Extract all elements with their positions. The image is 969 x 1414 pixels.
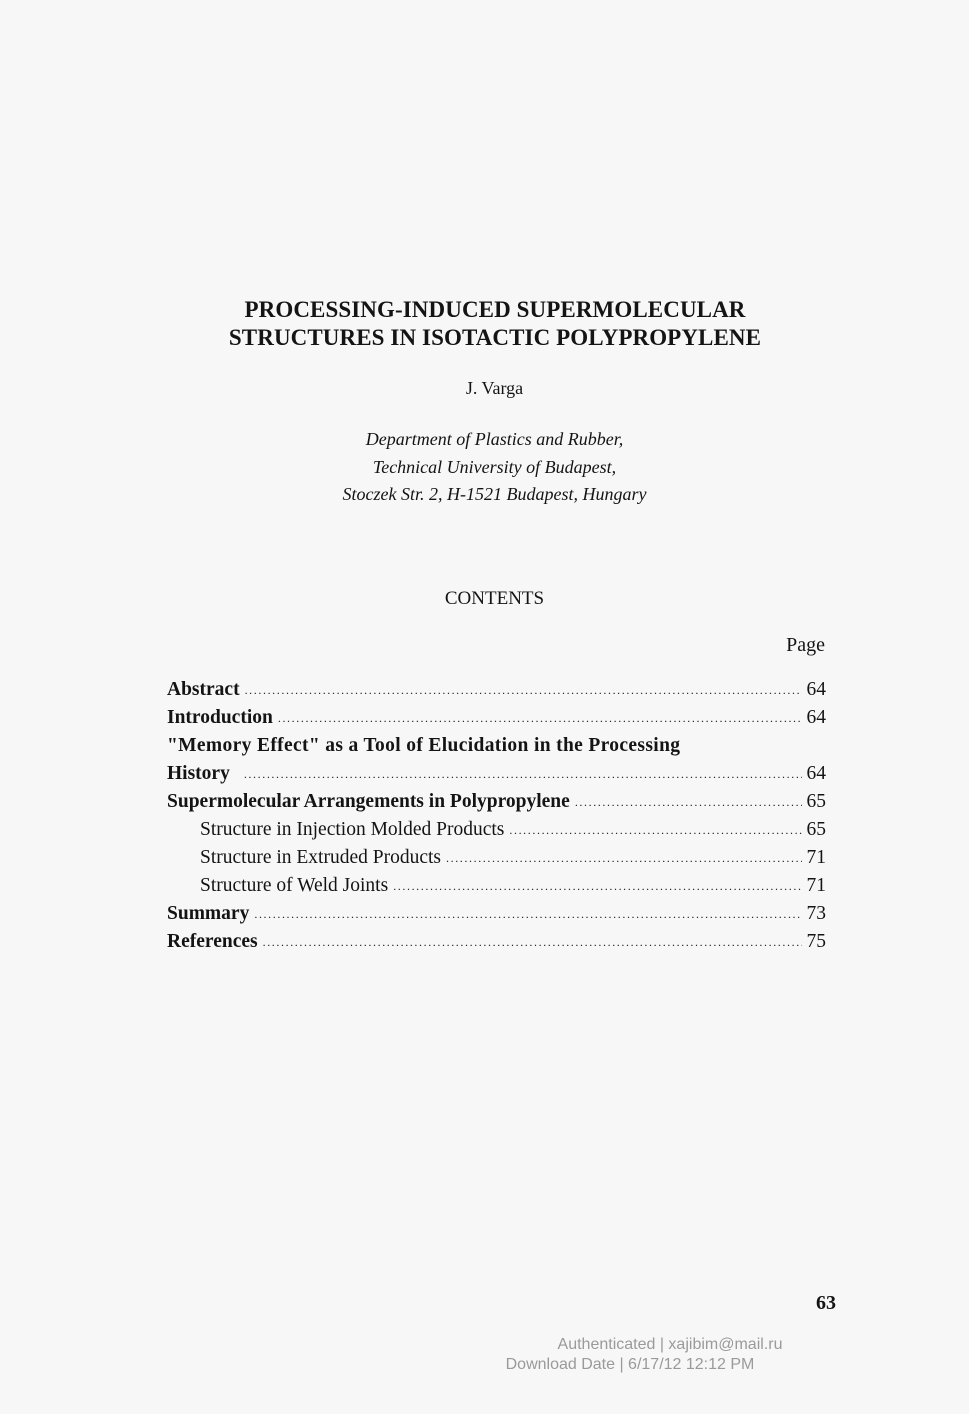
table-of-contents xyxy=(167,676,826,956)
toc-leader-dots xyxy=(393,872,801,900)
toc-entry-page: 64 xyxy=(806,763,826,784)
toc-entry-page: 64 xyxy=(806,679,826,700)
toc-leader-dots xyxy=(254,900,801,928)
contents-heading: CONTENTS xyxy=(444,588,545,609)
toc-entry-page: 73 xyxy=(806,903,826,924)
toc-entry-page: 71 xyxy=(806,875,826,896)
toc-entry-introduction xyxy=(167,704,826,732)
title-line-2: STRUCTURES IN ISOTACTIC POLYPROPYLENE xyxy=(228,325,762,350)
toc-entry-references xyxy=(167,928,826,956)
authentication-stamp xyxy=(460,1335,880,1375)
toc-entry-label: Supermolecular Arrangements in Polypropylene xyxy=(167,791,570,812)
toc-entry-label: References xyxy=(167,931,258,952)
toc-entry-label: Structure in Extruded Products xyxy=(200,847,441,868)
toc-leader-dots xyxy=(244,760,802,788)
affiliation-line-2: Technical University of Budapest, xyxy=(372,456,617,477)
toc-leader-dots xyxy=(509,816,801,844)
author-affiliation xyxy=(200,426,789,509)
page-number: 63 xyxy=(816,1292,836,1314)
toc-entry-supermolecular-arrangements xyxy=(167,788,826,816)
toc-entry-page: 65 xyxy=(806,791,826,812)
toc-entry-label: Structure of Weld Joints xyxy=(200,875,389,896)
toc-entry-extruded-products xyxy=(167,844,826,872)
toc-leader-dots xyxy=(263,928,802,956)
toc-entry-page: 75 xyxy=(806,931,826,952)
affiliation-line-1: Department of Plastics and Rubber, xyxy=(365,429,624,449)
toc-leader-dots xyxy=(278,704,802,732)
author-name: J. Varga xyxy=(465,378,524,398)
toc-entry-memory-effect-line-1: "Memory Effect" as a Tool of Elucidation in the Processing xyxy=(167,735,681,756)
download-date-line: Download Date | 6/17/12 12:12 PM xyxy=(505,1356,755,1373)
toc-entry-memory-effect-line-2 xyxy=(167,760,826,788)
title-line-1: PROCESSING-INDUCED SUPERMOLECULAR xyxy=(244,297,746,322)
authentication-line: Authenticated | xajibim@mail.ru xyxy=(557,1336,783,1353)
toc-entry-injection-molded xyxy=(167,816,826,844)
toc-leader-dots xyxy=(446,844,802,872)
toc-entry-abstract xyxy=(167,676,826,704)
toc-entry-label: Abstract xyxy=(167,679,240,700)
toc-leader-dots xyxy=(245,676,802,704)
page-column-label: Page xyxy=(786,634,825,656)
toc-entry-page: 65 xyxy=(806,819,826,840)
toc-leader-dots xyxy=(575,788,802,816)
toc-entry-label: Summary xyxy=(167,903,250,924)
toc-entry-page: 71 xyxy=(806,847,826,868)
toc-entry-weld-joints xyxy=(167,872,826,900)
toc-entry-summary xyxy=(167,900,826,928)
affiliation-line-3: Stoczek Str. 2, H-1521 Budapest, Hungary xyxy=(342,484,647,504)
article-title xyxy=(150,296,840,352)
toc-entry-label: History xyxy=(167,763,230,784)
toc-entry-label: Introduction xyxy=(167,707,273,728)
toc-entry-page: 64 xyxy=(806,707,826,728)
toc-entry-label: Structure in Injection Molded Products xyxy=(200,819,505,840)
